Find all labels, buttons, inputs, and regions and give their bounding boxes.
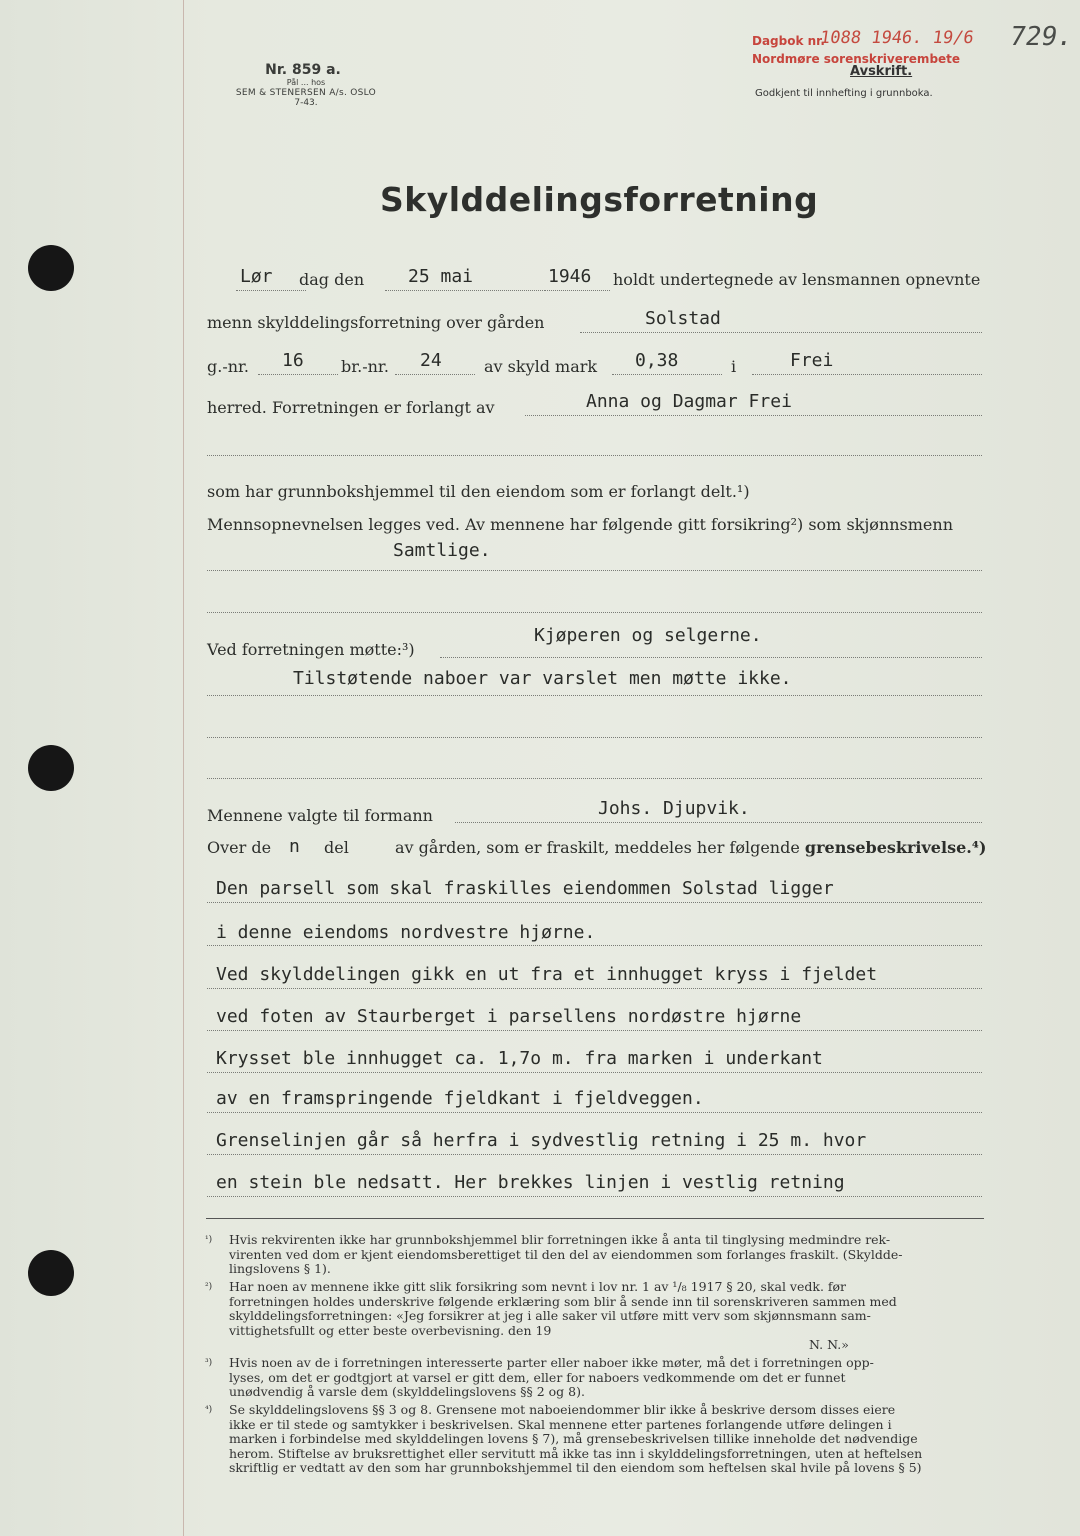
- attended-rule-2: [207, 695, 982, 696]
- description-line-7: Grenselinjen går så herfra i sydvestlig retning i 25 m. hvor: [216, 1130, 867, 1151]
- document-title: Skylddelingsforretning: [380, 180, 819, 219]
- footnote-separator: [206, 1218, 984, 1219]
- bnr-rule: [395, 374, 475, 375]
- boundary-intro-text: av gården, som er fraskilt, meddeles her følgende: [395, 838, 800, 857]
- footnote-2-line-4: vittighetsfullt og etter beste overbevisning. den 19: [229, 1322, 552, 1338]
- form-number: Nr. 859 a.: [265, 62, 341, 78]
- day-value: Lør: [240, 266, 273, 287]
- punch-hole-top: [28, 245, 74, 291]
- boundary-intro: [395, 838, 986, 857]
- farm-rule: [580, 332, 982, 333]
- punch-hole-bottom: [28, 1250, 74, 1296]
- footnote-2-line-3: skylddelingsforretningen: «Jeg forsikrer at jeg i alle saker vil utføre mitt verv som skjønnsmann sam-: [229, 1308, 871, 1324]
- line2-prefix: menn skylddelingsforretning over gården: [207, 313, 545, 332]
- attended-value-1: Kjøperen og selgerne.: [534, 625, 762, 646]
- footnote-2-line-1: Har noen av mennene ikke gitt slik forsikring som nevnt i lov nr. 1 av ¹/₈ 1917 § 20, skal vedk. før: [229, 1279, 847, 1294]
- footnote-1-line-3: lingslovens § 1).: [229, 1261, 331, 1277]
- stamp-office: Nordmøre sorenskriverembete: [752, 52, 961, 66]
- municipality: Frei: [790, 350, 834, 371]
- blank-rule-3: [207, 737, 982, 738]
- footnote-1-line-1: Hvis rekvirenten ikke har grunnbokshjemmel blir forretningen ikke å anta til tinglysing medmindre rek-: [229, 1232, 891, 1247]
- day-label: dag den: [299, 270, 365, 289]
- footnote-4-line-5: skriftlig er vedtatt av den som har grunnbokshjemmel til den eiendom som heftelsen skal hvile på lovens § 5): [229, 1460, 922, 1476]
- description-line-6: av en framspringende fjeldkant i fjeldveggen.: [216, 1088, 704, 1109]
- over-de-label: Over de: [207, 838, 272, 857]
- footnote-4-line-1: Se skylddelingslovens §§ 3 og 8. Grensene mot naboeiendommer blir ikke å beskrive dersom disses eiere: [229, 1402, 896, 1417]
- gnr-label: g.-nr.: [207, 357, 250, 376]
- footnote-1-line-2: virenten ved dom er kjent eiendomsberettiget til den del av eiendommen som forlanges fraskilt. (Skyldde-: [229, 1246, 903, 1262]
- stamp-dagbok-label: Dagbok nr.: [752, 34, 825, 48]
- margin-line: [183, 0, 184, 1536]
- del-label: del: [324, 838, 349, 857]
- chairman-rule: [455, 822, 982, 823]
- requested-by: Anna og Dagmar Frei: [586, 391, 792, 412]
- footnote-4-line-2: ikke er til stede og samtykker i beskrivelsen. Skal mennene etter partenes forlangende utføre delingen i: [229, 1416, 892, 1432]
- held-text: holdt undertegnede av lensmannen opnevnte: [613, 270, 981, 289]
- i-label: i: [731, 357, 737, 376]
- skyld-value: 0,38: [635, 350, 679, 371]
- date-value: 25 mai: [408, 266, 474, 287]
- footnote-4-line-4: herom. Stiftelse av bruksrettighet eller servitutt må ikke tas inn i skylddelingsforretningen, uten at heftelsen: [229, 1445, 923, 1461]
- footnote-2-signature: N. N.»: [809, 1337, 849, 1353]
- page-number: 729.: [1007, 22, 1076, 52]
- description-line-3: Ved skylddelingen gikk en ut fra et innhugget kryss i fjeldet: [216, 964, 878, 985]
- description-line-1: Den parsell som skal fraskilles eiendommen Solstad ligger: [216, 878, 834, 899]
- attended-value-2: Tilstøtende naboer var varslet men møtte ikke.: [293, 668, 792, 689]
- herred-label: herred. Forretningen er forlangt av: [207, 398, 495, 417]
- mennsop-text: Mennsopnevnelsen legges ved. Av mennene har følgende gitt forsikring²) som skjønnsmenn: [207, 515, 954, 534]
- footnote-3-marker: ³): [205, 1358, 213, 1368]
- forsikring-rule: [207, 570, 982, 571]
- gnr-rule: [258, 374, 338, 375]
- description-line-8: en stein ble nedsatt. Her brekkes linjen i vestlig retning: [216, 1172, 845, 1193]
- description-rule-4: [207, 1030, 982, 1031]
- day-rule: [236, 290, 306, 291]
- footnote-2-line-2: forretningen holdes underskrive følgende erklæring som blir å sende inn til sorenskriveren sammen med: [229, 1293, 897, 1309]
- description-rule-2: [207, 945, 982, 946]
- farm-name: Solstad: [645, 308, 721, 329]
- requested-rule: [525, 415, 982, 416]
- description-rule-1: [207, 902, 982, 903]
- footnote-4-line-3: marken i forbindelse med skylddelingen lovens § 7), må grensebeskrivelsen tillike inneholde det nødvendige: [229, 1431, 918, 1447]
- year-rule: [545, 290, 610, 291]
- printer-line-3: 7-43.: [294, 98, 318, 108]
- printer-imprint: [206, 62, 406, 108]
- chairman-label: Mennene valgte til formann: [207, 806, 433, 825]
- gnr-value: 16: [282, 350, 304, 371]
- description-rule-5: [207, 1072, 982, 1073]
- over-n-value: n: [289, 836, 300, 857]
- description-line-4: ved foten av Staurberget i parsellens nordøstre hjørne: [216, 1006, 802, 1027]
- blank-rule-4: [207, 778, 982, 779]
- attended-rule-1: [440, 657, 982, 658]
- description-rule-6: [207, 1112, 982, 1113]
- forsikring-value: Samtlige.: [393, 540, 491, 561]
- footnote-3-line-1: Hvis noen av de i forretningen interesserte parter eller naboer ikke møter, må det i forretningen opp-: [229, 1355, 874, 1370]
- avskrift-label: Avskrift.: [850, 64, 913, 79]
- date-rule: [385, 290, 545, 291]
- description-line-2: i denne eiendoms nordvestre hjørne.: [216, 922, 596, 943]
- blank-rule-2: [207, 612, 982, 613]
- printer-line-1: Pål ... hos: [286, 78, 326, 87]
- footnote-3-line-2: lyses, om det er godtgjort at varsel er gitt dem, eller for naboers vedkommende om det er funnet: [229, 1369, 846, 1385]
- grunnbok-text: som har grunnbokshjemmel til den eiendom som er forlangt delt.¹): [207, 482, 750, 501]
- description-rule-7: [207, 1154, 982, 1155]
- skyld-rule: [612, 374, 722, 375]
- chairman-value: Johs. Djupvik.: [598, 798, 750, 819]
- approval-note: Godkjent til innhefting i grunnboka.: [755, 88, 933, 99]
- description-rule-8: [207, 1196, 982, 1197]
- footnote-3-line-3: unødvendig å varsle dem (skylddelingslovens §§ 2 og 8).: [229, 1384, 585, 1400]
- bnr-label: br.-nr.: [341, 357, 389, 376]
- footnote-1-marker: ¹): [205, 1235, 213, 1245]
- year-value: 1946: [548, 266, 592, 287]
- bnr-value: 24: [420, 350, 442, 371]
- description-line-5: Krysset ble innhugget ca. 1,7o m. fra marken i underkant: [216, 1048, 823, 1069]
- footnote-2-marker: ²): [205, 1282, 213, 1292]
- footnote-4-marker: ⁴): [205, 1405, 213, 1415]
- skyld-label: av skyld mark: [484, 357, 598, 376]
- printer-line-2: SEM & STENERSEN A/s. OSLO: [235, 88, 377, 98]
- stamp-dagbok-number: 1088 1946. 19/6: [818, 28, 975, 48]
- municipality-rule: [752, 374, 982, 375]
- boundary-bold: grensebeskrivelse.⁴): [804, 838, 987, 857]
- punch-hole-middle: [28, 745, 74, 791]
- attended-label: Ved forretningen møtte:³): [207, 640, 415, 659]
- description-rule-3: [207, 988, 982, 989]
- blank-rule-1: [207, 455, 982, 456]
